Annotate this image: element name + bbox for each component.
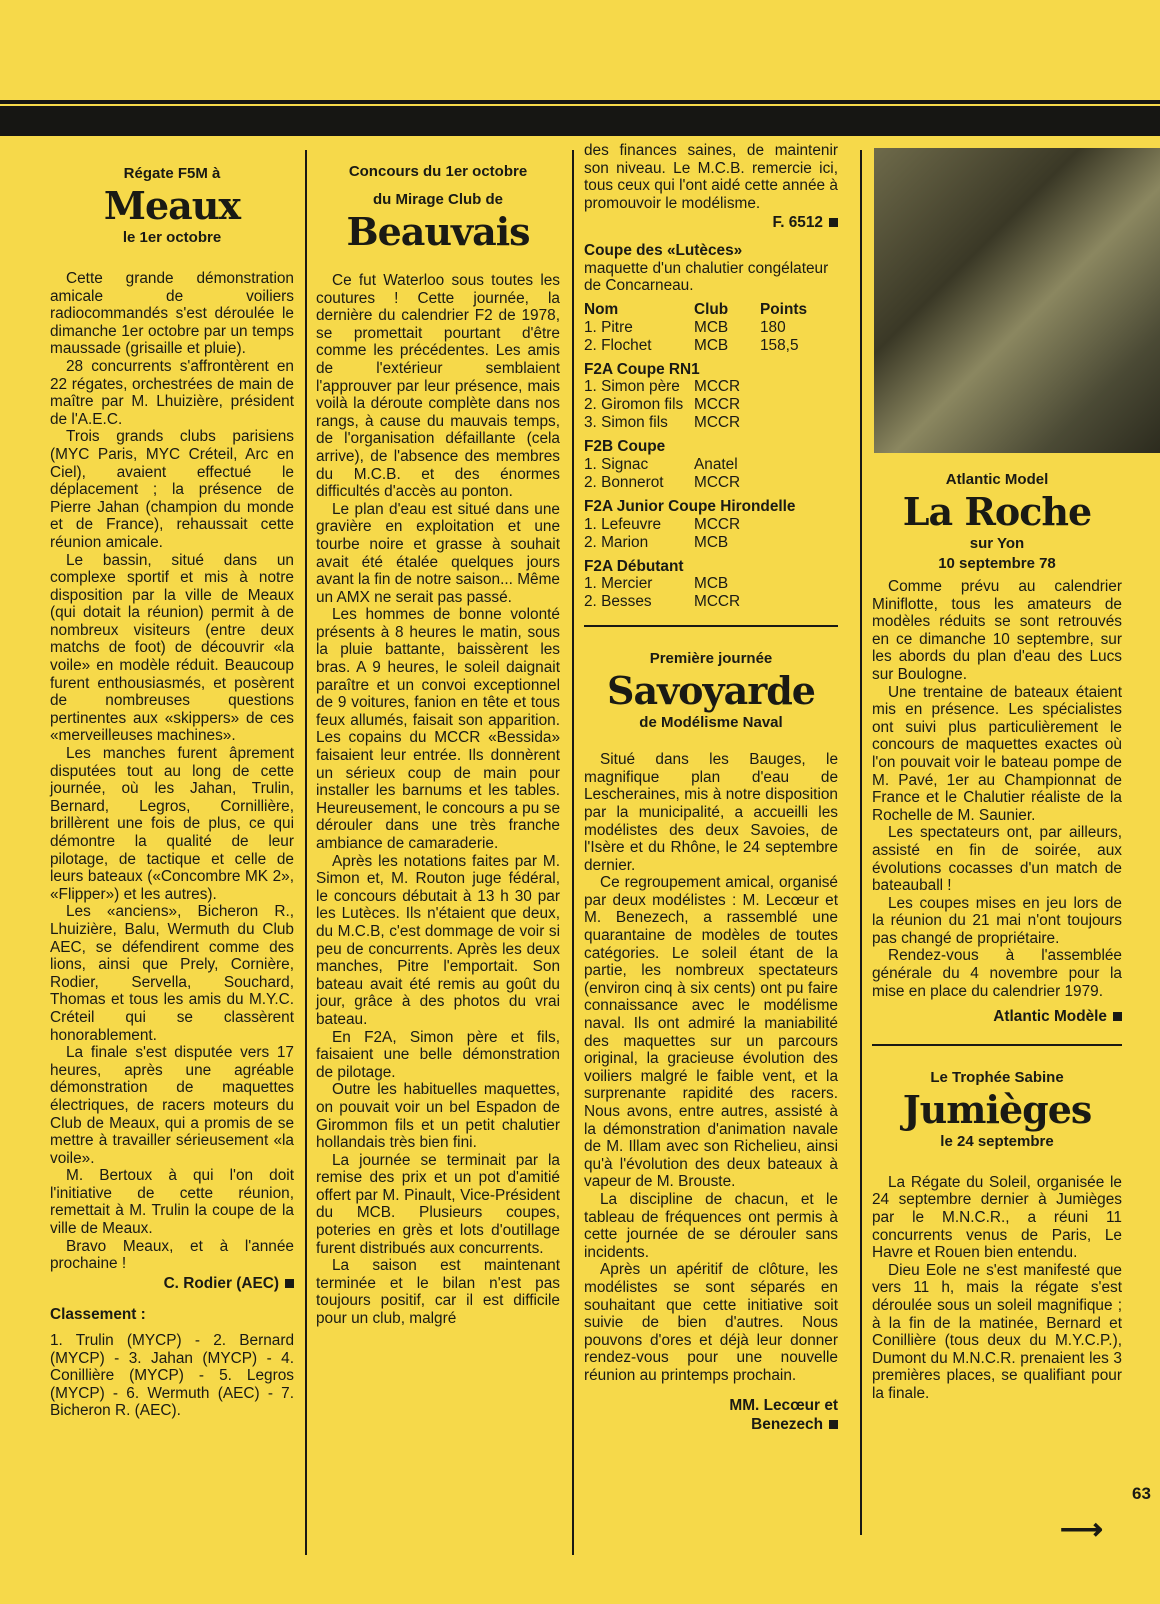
paragraph: Outre les habituelles maquettes, on pouvait voir un bel Espadon de Girommon fils et un petit chalutier hollandais très bien fini.: [316, 1081, 560, 1152]
result-club: MCCR: [694, 515, 741, 533]
table-row: [584, 319, 813, 337]
savoyarde-signature-1: MM. Lecœur et: [729, 1396, 838, 1414]
result-name: 1. Simon père: [584, 378, 680, 396]
paragraph: Les manches furent âprement disputées tout au long de cette journée, où les Jahan, Trulin, Bernard, Legros, Cornillière, brillèrent une fois de plus, ce qui démontre la qualité de leur pilotage, de tactique et celle de leurs bateaux («Concombre MK 2», «Flipper») et les autres).: [50, 745, 294, 903]
savoyarde-kicker: Première journée: [649, 650, 773, 668]
article-beauvais: [316, 150, 560, 1328]
paragraph: Situé dans les Bauges, le magnifique plan d'eau de Lescheraines, mis à notre disposition par la municipalité, a accueilli les modélistes des deux Savoies, de l'Isère et du Rhône, le 24 septembre dernier.: [584, 751, 838, 874]
laroche-title: La Roche: [902, 489, 1092, 534]
savoyarde-title: Savoyarde: [607, 668, 815, 714]
result-name: 1. Lefeuvre: [584, 515, 662, 533]
savoyarde-signature-2: Benezech: [584, 1416, 838, 1434]
result-club: MCCR: [694, 473, 741, 491]
savoyarde-subtitle: de Modélisme Naval: [639, 714, 783, 732]
meaux-body: [50, 270, 294, 1273]
column-rule: [305, 150, 307, 1555]
jumieges-body: [872, 1174, 1122, 1403]
coupe-desc: maquette d'un chalutier congélateur de Concarneau.: [584, 259, 829, 295]
photo-spectators-pond: [874, 148, 1160, 453]
result-name: 1. Signac: [584, 455, 649, 473]
group-table: [584, 456, 746, 492]
group-title: F2A Débutant: [584, 557, 684, 575]
continue-arrow-icon: ⟶: [1060, 1513, 1104, 1546]
beauvais-kicker-1: Concours du 1er octobre: [348, 163, 528, 180]
result-club: MCCR: [694, 593, 741, 611]
lutece-table: [584, 301, 813, 355]
result-club: Anatel: [694, 455, 738, 473]
result-groups: [584, 361, 838, 611]
meaux-kicker: Régate F5M à: [123, 165, 221, 182]
result-points: 180: [760, 318, 786, 336]
paragraph: Après les notations faites par M. Simon et, M. Routon juge fédéral, le concours débutait à 13 h 30 par les Lutèces. Ils n'étaient que deux, du M.C.B, c'est dommage de voir si peu de concurrents. Après les deux manches, Pitre l'emportait. Son bateau avait été remis au goût du jour, grâce à des photos du vrai bateau.: [316, 852, 560, 1028]
header-points: Points: [760, 300, 808, 318]
jumieges-subtitle: le 24 septembre: [940, 1132, 1054, 1150]
paragraph: Une trentaine de bateaux étaient mis en présence. Les spécialistes ont suivi plus particulièrement le concours de maquettes exactes où l'on pouvait voir le bateau pompe de M. Pavé, 1er au Championnat de France et le Chalutier réaliste de la Rochelle de M. Saunier.: [872, 683, 1122, 824]
group-title: F2B Coupe: [584, 438, 666, 456]
result-name: 1. Pitre: [584, 318, 633, 336]
table-row: [584, 516, 746, 534]
table-row: [584, 575, 746, 593]
paragraph: Les coupes mises en jeu lors de la réunion du 21 mai n'ont toujours pas changé de propriétaire.: [872, 894, 1122, 947]
laroche-kicker: Atlantic Model: [945, 471, 1049, 488]
result-name: 1. Mercier: [584, 575, 653, 593]
beauvais-kicker-2: du Mirage Club de: [372, 191, 503, 208]
group-table: [584, 575, 746, 611]
page-number: 63: [1132, 1484, 1151, 1503]
group-table: [584, 516, 746, 552]
result-name: 2. Marion: [584, 533, 649, 551]
table-row: [584, 474, 746, 492]
section-divider: [872, 1044, 1122, 1046]
coupe-title: Coupe des «Lutèces»: [584, 241, 743, 259]
header-club: Club: [694, 300, 729, 318]
paragraph: M. Bertoux à qui l'on doit l'initiative de cette réunion, remettait à M. Trulin la coupe de la ville de Meaux.: [50, 1167, 294, 1238]
paragraph: Les «anciens», Bicheron R., Lhuizière, Balu, Wermuth du Club AEC, se défendirent comme des lions, ainsi que Prely, Cornière, Rodier, Servella, Souchard, Thomas et tous les amis du M.Y.C. Créteil qui se classèrent honorablement.: [50, 903, 294, 1044]
header-nom: Nom: [584, 300, 619, 318]
section-divider: [584, 625, 838, 627]
paragraph: Bravo Meaux, et à l'année prochaine !: [50, 1237, 294, 1273]
paragraph: La discipline de chacun, et le tableau de fréquences ont permis à cette journée de se dérouler sans incidents.: [584, 1190, 838, 1261]
laroche-subtitle-1: sur Yon: [969, 535, 1025, 552]
group-title: F2A Junior Coupe Hirondelle: [584, 497, 796, 515]
result-club: MCCR: [694, 396, 741, 414]
laroche-body: [872, 578, 1122, 1000]
meaux-subtitle: le 1er octobre: [122, 229, 222, 246]
result-name: 2. Flochet: [584, 336, 652, 354]
table-row: [584, 414, 746, 432]
paragraph: Le bassin, situé dans un complexe sportif et mis à notre disposition par la ville de Meaux (qui dotait la réunion) permit à de nombreux visiteurs (entre deux matchs de foot) de découvrir «la voile» en modèle réduit. Beaucoup furent enthousiasmés, et posèrent de nombreuses questions pertinentes aux «skippers» de ces «merveilleuses machines».: [50, 551, 294, 745]
paragraph: La journée se terminait par la remise des prix et un pot d'amitié offert par M. Pinault, Vice-Président du MCB. Plusieurs coupes, poteries en grès et lots d'outillage furent distribués aux concurrents.: [316, 1151, 560, 1257]
table-row: [584, 378, 746, 396]
header-rule-thin: [0, 100, 1160, 104]
result-club: MCCR: [694, 378, 741, 396]
paragraph: La saison est maintenant terminée et le bilan n'est pas toujours positif, car il est difficile pour un club, malgré: [316, 1257, 560, 1328]
table-row: [584, 337, 813, 355]
table-row: [584, 396, 746, 414]
column-rule: [572, 150, 574, 1555]
savoyarde-body: [584, 751, 838, 1384]
table-row: [584, 534, 746, 552]
jumieges-kicker: Le Trophée Sabine: [930, 1068, 1064, 1086]
article-meaux: [50, 150, 294, 1420]
table-row: [584, 456, 746, 474]
jumieges-title: Jumièges: [902, 1086, 1092, 1132]
beauvais-title: Beauvais: [346, 209, 530, 254]
paragraph: Après un apéritif de clôture, les modélistes se sont séparés en souhaitant que cette initiative soit suivie de bien d'autres. Nous pouvons d'ores et déjà leur donner rendez-vous pour une nouvelle réunion au printemps prochain.: [584, 1261, 838, 1384]
beauvais-continuation: des finances saines, de maintenir son niveau. Le M.C.B. remercie ici, tous ceux qui l'ont aidé cette année à promouvoir le modélisme.: [584, 142, 838, 212]
result-name: 2. Bonnerot: [584, 473, 664, 491]
beauvais-signature: F. 6512: [584, 214, 838, 232]
table-row: [584, 593, 746, 611]
paragraph: Les hommes de bonne volonté présents à 8 heures le matin, sous la pluie battante, baissèrent les bras. A 9 heures, le soleil daignait paraître et un convoi exceptionnel de 9 voitures, fanion en tête et tous feux allumés, faisait son apparition. Les copains du MCCR «Bessida» faisaient leur entrée. Ils donnèrent un sérieux coup de main pour installer les barnums et les tables. Heureusement, le concours a pu se dérouler dans une très franche ambiance de camaraderie.: [316, 606, 560, 852]
paragraph: Les spectateurs ont, par ailleurs, assisté en fin de soirée, aux évolutions cocasses d'un match de bateauball !: [872, 824, 1122, 895]
group-table: [584, 378, 746, 432]
paragraph: Dieu Eole ne s'est manifesté que vers 11 h, mais la régate s'est déroulée sous un soleil magnifique ; à la fin de la matinée, Bernard et Conillière (tous deux du M.Y.C.P.), Dumont du M.N.C.R. prenaient les 3 premières places, se qualifiant pour la finale.: [872, 1261, 1122, 1402]
beauvais-body: [316, 272, 560, 1328]
classement-text: 1. Trulin (MYCP) - 2. Bernard (MYCP) - 3. Jahan (MYCP) - 4. Conillière (MYCP) - 5. Legros (MYCP) - 6. Wermuth (AEC) - 7. Bicheron R. (AEC).: [50, 1332, 294, 1420]
paragraph: Le plan d'eau est situé dans une gravière en exploitation et une tourbe noire et grasse à souhait avait été étalée quelques jours avant la fin de notre saison... Même un AMX ne serait pas passé.: [316, 500, 560, 606]
paragraph: Trois grands clubs parisiens (MYC Paris, MYC Créteil, Arc en Ciel), avaient effectué le déplacement ; la présence de Pierre Jahan (champion du monde et de France), rehaussait cette réunion amicale.: [50, 428, 294, 551]
paragraph: 28 concurrents s'affrontèrent en 22 régates, orchestrées de main de maître par M. Lhuizière, président de l'A.E.C.: [50, 357, 294, 428]
paragraph: Cette grande démonstration amicale de voiliers radiocommandés s'est déroulée le dimanche 1er octobre par un temps maussade (grisaille et pluie).: [50, 270, 294, 358]
group-title: F2A Coupe RN1: [584, 360, 700, 378]
column-rule: [860, 150, 862, 1535]
result-points: 158,5: [760, 336, 799, 354]
paragraph: Ce regroupement amical, organisé par deux modélistes : M. Lecœur et M. Benezech, a rassemblé une quarantaine de modèles de toutes catégories. Le soleil étant de la partie, les nombreux spectateurs (environ cinq à six cents) ont pu faire connaissance avec le modélisme naval. Ils ont admiré la maniabilité des maquettes sur un parcours original, la gracieuse évolution des voiliers malgré le faible vent, et la surprenante rapidité des racers. Nous avons, entre autres, assisté à la démonstration d'animation navale de M. Illam avec son Richelieu, ainsi qu'à l'évolution des deux bateaux à vapeur de M. Brouste.: [584, 874, 838, 1191]
result-name: 3. Simon fils: [584, 414, 668, 432]
result-club: MCB: [694, 533, 729, 551]
paragraph: Comme prévu au calendrier Miniflotte, tous les amateurs de modèles réduits se sont retrouvés en ce dimanche 10 septembre, sur les abords du plan d'eau des Lucs sur Boulogne.: [872, 578, 1122, 683]
result-club: MCB: [694, 336, 729, 354]
classement-label: Classement :: [50, 1306, 146, 1324]
article-la-roche: [872, 470, 1122, 1403]
result-club: MCCR: [694, 414, 741, 432]
paragraph: La finale s'est disputée vers 17 heures, après une agréable démonstration de maquettes électriques, de racers moteurs du Club de Meaux, qui a promis de se mettre à travailler sérieusement «la voile».: [50, 1044, 294, 1167]
result-name: 2. Giromon fils: [584, 396, 684, 414]
paragraph: Ce fut Waterloo sous toutes les coutures ! Cette journée, la dernière du calendrier F2 de 1978, se promettait pourtant d'être comme les précédentes. Les amis de l'extérieur semblaient l'approuver par leur présence, mais voilà la déroute complète dans nos rangs, à cause du mauvais temps, de l'organisation défaillante (cela arrive), de l'absence des membres du M.C.B. et des énormes difficultés d'accès au ponton.: [316, 272, 560, 501]
result-name: 2. Besses: [584, 593, 652, 611]
paragraph: La Régate du Soleil, organisée le 24 septembre dernier à Jumièges par le M.N.C.R., a réuni 11 concurrents venus de Paris, Le Havre et Rouen bien entendu.: [872, 1173, 1122, 1262]
paragraph: En F2A, Simon père et fils, faisaient une belle démonstration de pilotage.: [316, 1028, 560, 1081]
meaux-signature: C. Rodier (AEC): [50, 1275, 294, 1293]
result-club: MCB: [694, 575, 729, 593]
laroche-subtitle-2: 10 septembre 78: [938, 555, 1056, 572]
meaux-title: Meaux: [103, 183, 241, 228]
result-club: MCB: [694, 318, 729, 336]
paragraph: Rendez-vous à l'assemblée générale du 4 novembre pour la mise en place du calendrier 1979.: [872, 947, 1122, 1000]
laroche-signature: Atlantic Modèle: [872, 1008, 1122, 1026]
article-results: [584, 142, 838, 1440]
header-band: [0, 106, 1160, 136]
